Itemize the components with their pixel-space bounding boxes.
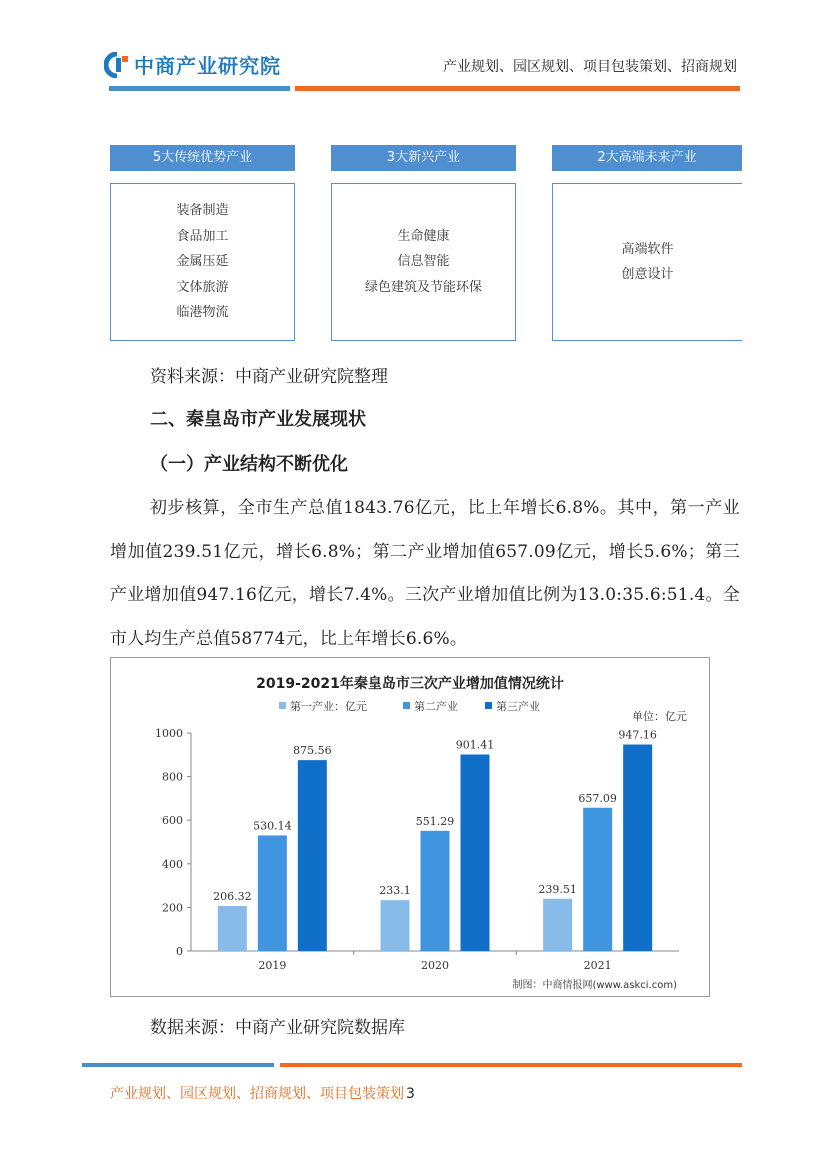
category-item: 食品加工 [176,228,229,244]
x-tick-label: 2021 [583,959,612,972]
y-tick-label: 600 [162,814,183,828]
category-header-traditional: 5大传统优势产业 [110,145,295,171]
y-tick-label: 800 [162,770,183,784]
y-tick-label: 400 [162,857,183,871]
bar [583,808,612,951]
category-item: 生命健康 [397,228,450,244]
bar [298,760,327,951]
data-label: 530.14 [253,819,292,833]
logo [104,50,281,79]
footer-text: 产业规划、园区规划、招商规划、项目包装策划 [110,1086,404,1102]
logo-icon [104,52,130,78]
data-label: 947.16 [618,728,657,742]
bar [258,835,287,951]
legend-swatch [403,702,410,709]
data-label: 875.56 [293,744,332,758]
footer-rule-orange [280,1063,742,1067]
category-item: 创意设计 [621,267,674,282]
body-paragraph: 初步核算，全市生产总值1843.76亿元，比上年增长6.8%。其中，第一产业增加值239.51亿元，增长6.8%；第二产业增加值657.09亿元，增长5.6%；第三产业增加值947.16亿元，增长7.4%。三次产业增加值比例为13.0:35.6:51.4。全市人均生产总值58774元，比上年增长6.6%。 [110,498,740,649]
category-item: 高端软件 [621,241,674,257]
bar [421,831,450,951]
data-label: 657.09 [578,791,617,805]
bar [461,754,490,951]
legend-swatch [485,702,492,709]
category-header-future: 2大高端未来产业 [552,145,742,171]
header-tagline: 产业规划、园区规划、项目包装策划、招商规划 [443,59,737,75]
category-box-future [552,183,742,341]
bar [381,900,410,951]
bar [218,906,247,951]
y-tick-label: 0 [176,945,183,958]
data-label: 551.29 [415,814,455,828]
category-item: 金属压延 [176,254,229,270]
chart-frame [110,657,710,997]
header-rule-orange [295,86,740,91]
page-number: 3 [406,1086,415,1102]
x-tick-label: 2020 [421,959,449,972]
y-tick-label: 200 [162,901,183,915]
bar [543,899,572,951]
legend-label: 第二产业 [414,700,458,713]
footer-rule-blue [82,1063,274,1067]
category-item: 装备制造 [176,203,229,219]
x-tick-label: 2019 [258,959,287,972]
chart-source: 数据来源：中商产业研究院数据库 [150,1018,405,1038]
legend-label: 第三产业 [496,700,540,713]
category-box-traditional [110,183,295,341]
category-item: 信息智能 [397,254,450,270]
data-label: 901.41 [455,738,495,752]
bar-chart [111,658,709,996]
unit-label: 单位：亿元 [632,710,687,723]
y-tick-label: 1000 [155,727,183,740]
footer-tagline [110,1083,415,1103]
data-label: 239.51 [538,882,577,896]
section-title: 二、秦皇岛市产业发展现状 [150,409,366,430]
chart-credit: 制图：中商情报网(www.askci.com) [512,980,677,991]
figure-source: 资料来源：中商产业研究院整理 [150,367,388,387]
legend-swatch [279,702,286,709]
chart-title: 2019-2021年秦皇岛市三次产业增加值情况统计 [256,676,564,692]
data-label: 233.1 [379,884,411,898]
data-label: 206.32 [213,890,252,904]
category-item: 文体旅游 [176,279,229,295]
logo-text: 中商产业研究院 [134,54,281,78]
header-rule-blue [109,86,290,91]
legend-label: 第一产业：亿元 [290,700,367,713]
bar [623,745,652,951]
category-item: 绿色建筑及节能环保 [364,279,482,295]
category-item: 临港物流 [176,305,229,321]
category-box-emerging [331,183,516,341]
category-header-emerging: 3大新兴产业 [331,145,516,171]
subsection-title: （一）产业结构不断优化 [150,454,348,475]
